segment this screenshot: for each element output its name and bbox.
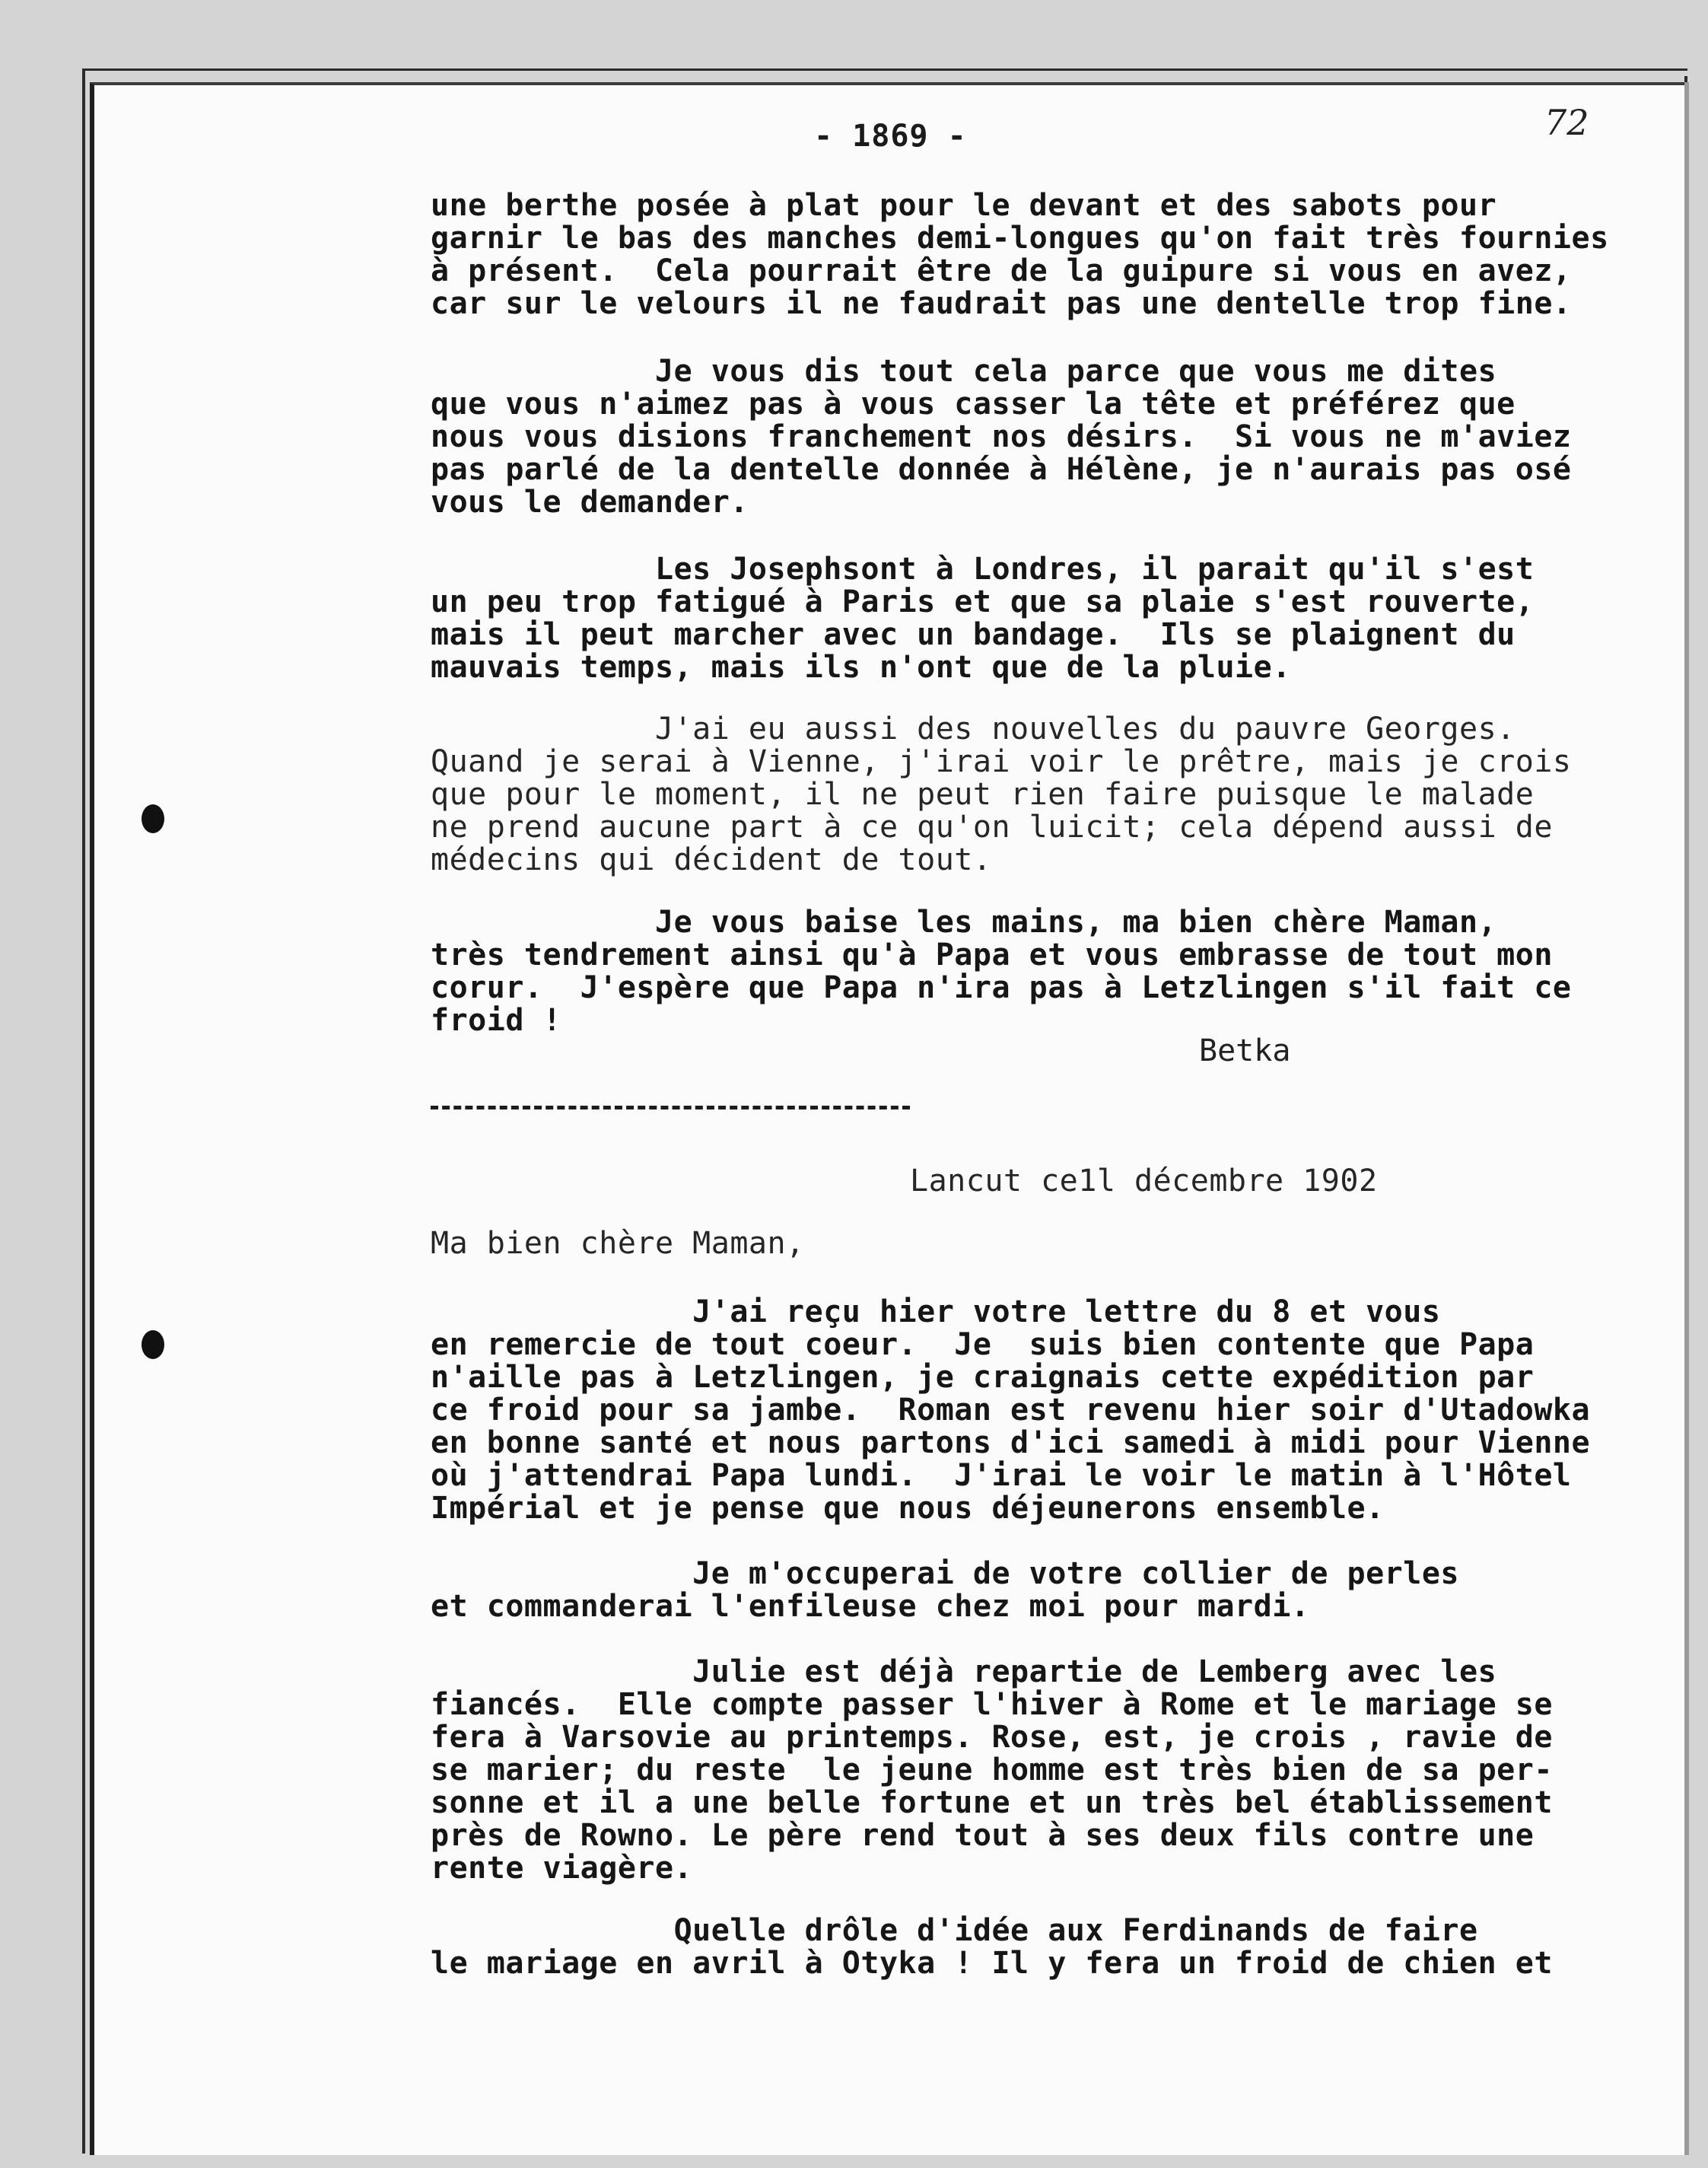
text-line: corur. J'espère que Papa n'ira pas à Letzlingen s'il fait ce [431,970,1572,1005]
text-line: ce froid pour sa jambe. Roman est revenu hier soir d'Utadowka [431,1393,1591,1428]
text-line: où j'attendrai Papa lundi. J'irai le voir le matin à l'Hôtel [431,1458,1572,1493]
text-line: Julie est déjà repartie de Lemberg avec les [431,1654,1497,1689]
folio-number: 72 [1544,102,1589,143]
text-line: Quand je serai à Vienne, j'irai voir le prêtre, mais je crois [431,744,1572,779]
text-line: vous le demander. [431,485,749,520]
text-line: froid ! [431,1003,562,1038]
text-line: pas parlé de la dentelle donnée à Hélène, je n'aurais pas osé [431,452,1572,487]
text-line: et commanderai l'enfileuse chez moi pour mardi. [431,1589,1310,1624]
separator-rule [431,1106,910,1109]
scanner-edge-top [82,68,1687,71]
text-line: nous vous disions franchement nos désirs. Si vous ne m'aviez [431,419,1572,454]
text-line: n'aille pas à Letzlingen, je craignais cette expédition par [431,1360,1535,1395]
text-line: garnir le bas des manches demi-longues qu'on fait très fournies [431,221,1609,256]
text-line: en remercie de tout coeur. Je suis bien contente que Papa [431,1327,1535,1362]
text-line: fera à Varsovie au printemps. Rose, est, je crois , ravie de [431,1720,1553,1755]
text-line: une berthe posée à plat pour le devant et des sabots pour [431,188,1497,223]
text-line: rente viagère. [431,1851,693,1886]
text-line: que pour le moment, il ne peut rien faire puisque le malade [431,777,1535,812]
text-line: un peu trop fatigué à Paris et que sa plaie s'est rouverte, [431,584,1535,619]
page-number: - 1869 - [814,119,967,154]
text-line: Les Josephsont à Londres, il parait qu'il s'est [431,552,1535,587]
text-line: très tendrement ainsi qu'à Papa et vous embrasse de tout mon [431,938,1553,973]
scanner-edge-left [82,68,85,2154]
text-line: médecins qui décident de tout. [431,842,992,877]
punch-hole-upper [142,804,164,833]
text-line: sonne et il a une belle fortune et un très bel établissement [431,1785,1553,1820]
text-line: se marier; du reste le jeune homme est très bien de sa per- [431,1753,1553,1788]
salutation: Ma bien chère Maman, [431,1226,805,1261]
text-line: car sur le velours il ne faudrait pas une dentelle trop fine. [431,286,1572,321]
text-line: J'ai reçu hier votre lettre du 8 et vous [431,1294,1441,1329]
scanner-edge-right [1684,76,1687,2154]
text-line: près de Rowno. Le père rend tout à ses deux fils contre une [431,1818,1535,1853]
text-line: Quelle drôle d'idée aux Ferdinands de faire [431,1913,1478,1948]
text-line: Je vous baise les mains, ma bien chère Maman, [431,905,1497,940]
punch-hole-lower [142,1330,164,1359]
text-line: que vous n'aimez pas à vous casser la tête et préférez que [431,387,1516,422]
text-line: à présent. Cela pourrait être de la guipure si vous en avez, [431,253,1572,288]
text-line: en bonne santé et nous partons d'ici samedi à midi pour Vienne [431,1425,1591,1460]
text-line: J'ai eu aussi des nouvelles du pauvre Georges. [431,712,1516,747]
text-line: mais il peut marcher avec un bandage. Ils se plaignent du [431,617,1516,652]
signature: Betka [1199,1033,1291,1068]
text-line: mauvais temps, mais ils n'ont que de la pluie. [431,650,1291,685]
text-line: Impérial et je pense que nous déjeunerons ensemble. [431,1491,1385,1526]
text-line: Je vous dis tout cela parce que vous me dites [431,354,1497,389]
text-line: fiancés. Elle compte passer l'hiver à Rome et le mariage se [431,1687,1553,1722]
text-line: ne prend aucune part à ce qu'on luicit; cela dépend aussi de [431,810,1553,845]
text-line: Je m'occuperai de votre collier de perles [431,1556,1460,1591]
dateline: Lancut ce1l décembre 1902 [910,1164,1378,1199]
text-line: le mariage en avril à Otyka ! Il y fera un froid de chien et [431,1946,1553,1981]
